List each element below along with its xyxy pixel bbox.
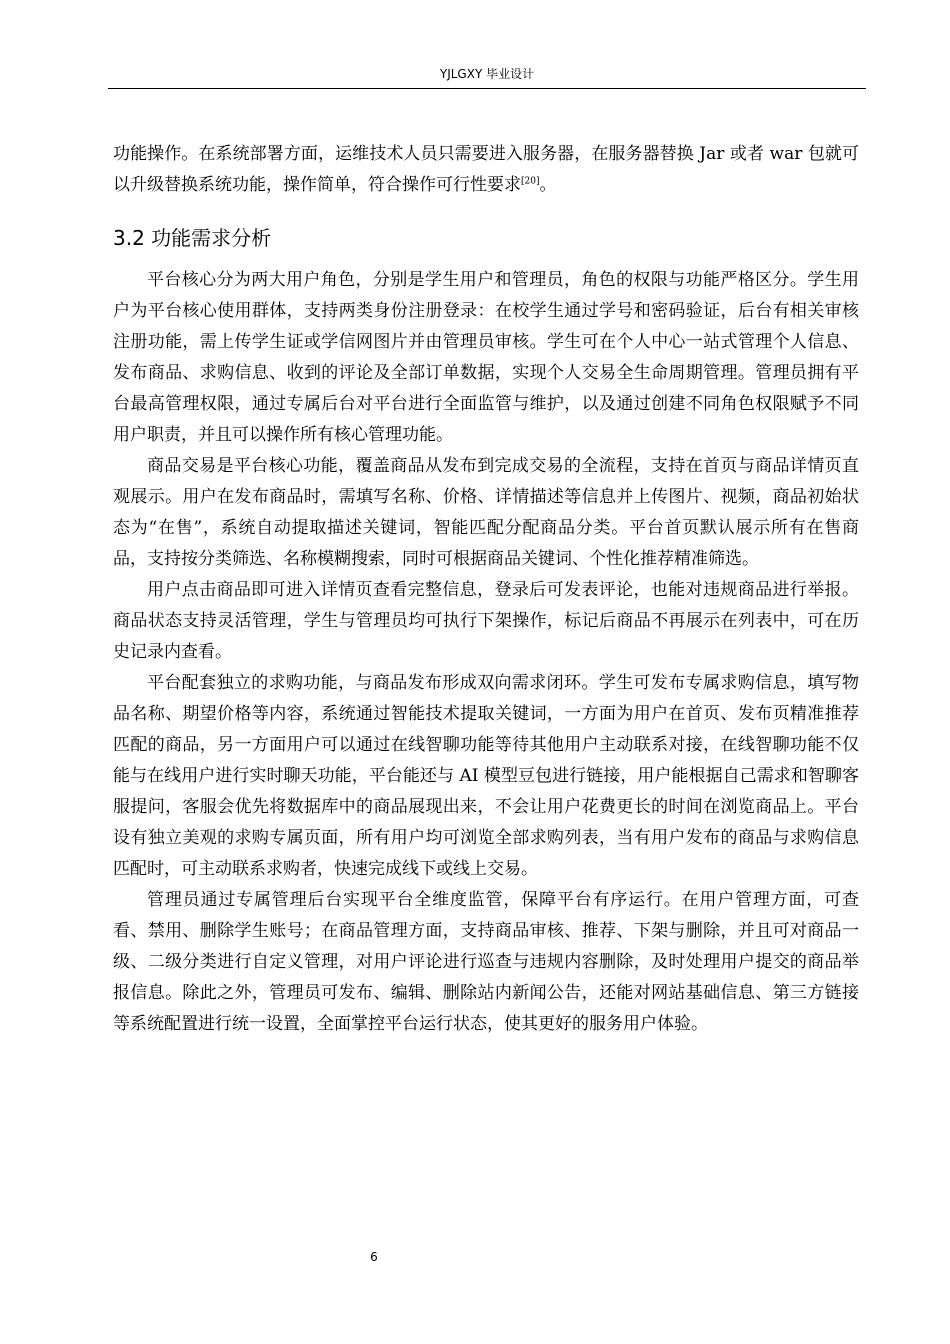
page-content (113, 139, 859, 1040)
header-divider (108, 88, 866, 89)
citation-reference: [20] (521, 176, 540, 187)
body-paragraph-4: 平台配套独立的求购功能，与商品发布形成双向需求闭环。学生可发布专属求购信息，填写物品名称、期望价格等内容，系统通过智能技术提取关键词，一方面为用户在首页、发布页精准推荐匹配的商品，另一方面用户可以通过在线智聊功能等待其他用户主动联系对接，在线智聊功能不仅能与在线用户进行实时聊天功能，平台能还与 AI 模型豆包进行链接，用户能根据自己需求和智聊客服提问，客服会优先将数据库中的商品展现出来，不会让用户花费更长的时间在浏览商品上。平台设有独立美观的求购专属页面，所有用户均可浏览全部求购列表，当有用户发布的商品与求购信息匹配时，可主动联系求购者，快速完成线下或线上交易。 (113, 673, 859, 879)
body-paragraph-5: 管理员通过专属管理后台实现平台全维度监管，保障平台有序运行。在用户管理方面，可查看、禁用、删除学生账号；在商品管理方面，支持商品审核、推荐、下架与删除，并且可对商品一级、二级分类进行自定义管理，对用户评论进行巡查与违规内容删除，及时处理用户提交的商品举报信息。除此之外，管理员可发布、编辑、删除站内新闻公告，还能对网站基础信息、第三方链接等系统配置进行统一设置，全面掌控平台运行状态，使其更好的服务用户体验。 (113, 890, 859, 1034)
section-heading: 3.2 功能需求分析 (113, 226, 272, 250)
page-number: 6 (370, 1250, 378, 1264)
page-header: YJLGXY 毕业设计 (439, 67, 535, 81)
continuation-text: 功能操作。在系统部署方面，运维技术人员只需要进入服务器，在服务器替换 Jar 或者 war 包就可以升级替换系统功能，操作简单，符合操作可行性要求 (113, 144, 859, 195)
continuation-paragraph (113, 139, 859, 201)
body-paragraph-1: 平台核心分为两大用户角色，分别是学生用户和管理员，角色的权限与功能严格区分。学生用户为平台核心使用群体，支持两类身份注册登录：在校学生通过学号和密码验证，后台有相关审核注册功能，需上传学生证或学信网图片并由管理员审核。学生可在个人中心一站式管理个人信息、发布商品、求购信息、收到的评论及全部订单数据，实现个人交易全生命周期管理。管理员拥有平台最高管理权限，通过专属后台对平台进行全面监管与维护，以及通过创建不同角色权限赋予不同用户职责，并且可以操作所有核心管理功能。 (113, 270, 859, 445)
body-paragraph-2: 商品交易是平台核心功能，覆盖商品从发布到完成交易的全流程，支持在首页与商品详情页直观展示。用户在发布商品时，需填写名称、价格、详情描述等信息并上传图片、视频，商品初始状态为“在售”，系统自动提取描述关键词，智能匹配分配商品分类。平台首页默认展示所有在售商品，支持按分类筛选、名称模糊搜索，同时可根据商品关键词、个性化推荐精准筛选。 (113, 456, 859, 569)
body-paragraph-3: 用户点击商品即可进入详情页查看完整信息，登录后可发表评论，也能对违规商品进行举报。商品状态支持灵活管理，学生与管理员均可执行下架操作，标记后商品不再展示在列表中，可在历史记录内查看。 (113, 580, 859, 662)
continuation-tail: 。 (539, 175, 557, 195)
